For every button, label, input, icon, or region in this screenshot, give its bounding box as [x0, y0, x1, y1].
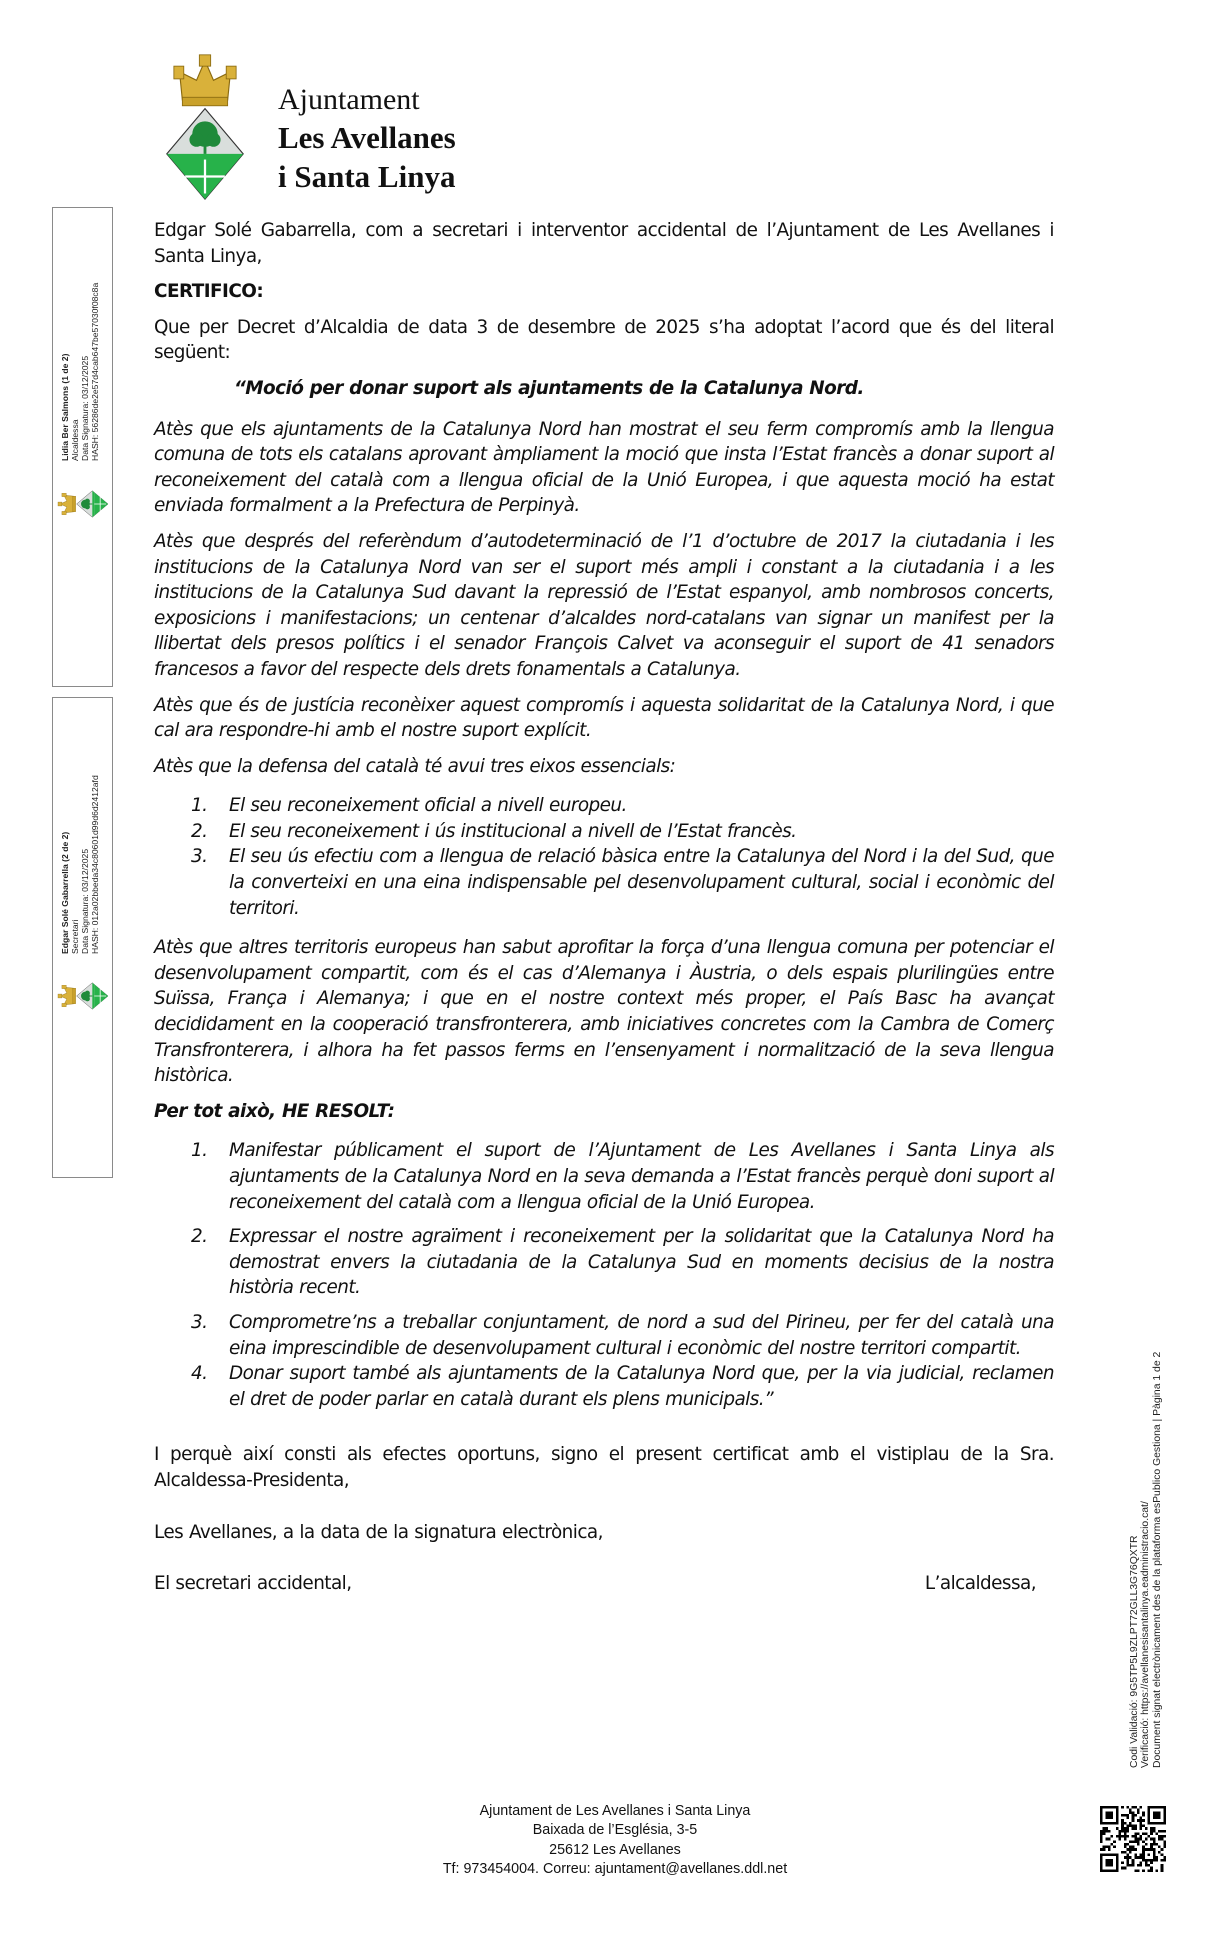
qr-module [1137, 1869, 1140, 1872]
qr-module [1118, 1838, 1121, 1841]
qr-module [1113, 1846, 1116, 1849]
qr-module [1129, 1840, 1132, 1843]
qr-module [1132, 1864, 1135, 1867]
qr-module [1150, 1869, 1153, 1872]
qr-module [1121, 1830, 1124, 1833]
intro-paragraph: Edgar Solé Gabarrella, com a secretari i interventor accidental de l’Ajuntament de Les Avellanes i Santa Linya, [154, 220, 1054, 267]
qr-module [1145, 1861, 1148, 1864]
qr-module [1140, 1819, 1143, 1822]
qr-module [1161, 1838, 1164, 1841]
footer-address: Baixada de l’Església, 3-5 [532, 1822, 698, 1839]
qr-module [1121, 1806, 1124, 1809]
qr-module [1105, 1859, 1113, 1867]
qr-module [1132, 1819, 1135, 1822]
qr-module [1100, 1835, 1103, 1838]
qr-module [1124, 1843, 1127, 1846]
footer-postal: 25612 Les Avellanes [549, 1841, 681, 1858]
qr-module [1108, 1838, 1111, 1841]
list-number: 1. [191, 795, 208, 817]
qr-module [1145, 1864, 1148, 1867]
qr-module [1124, 1851, 1127, 1854]
qr-module [1121, 1861, 1124, 1864]
qr-module [1100, 1838, 1103, 1841]
qr-module [1105, 1811, 1113, 1819]
qr-module [1134, 1824, 1137, 1827]
qr-module [1140, 1827, 1143, 1830]
qr-module [1124, 1835, 1127, 1838]
list-text: Comprometre’ns a treballar conjuntament, de nord a sud del Pirineu, per fer del català una eina imprescindible de desenvolupament cultural i econòmic del nostre territori compartit. [229, 1311, 1054, 1359]
qr-module [1158, 1846, 1161, 1849]
qr-module [1153, 1827, 1156, 1830]
qr-module [1129, 1851, 1132, 1854]
qr-module [1132, 1806, 1135, 1809]
qr-module [1142, 1840, 1145, 1843]
qr-module [1150, 1861, 1153, 1864]
list-text: Manifestar públicament el suport de l’Ajuntament de Les Avellanes i Santa Linya als ajuntaments de la Catalunya Nord en la seva demanda a l’Estat francès perquè doni suport al reconeixement del català com a llengua oficial de la Unió Europea. [229, 1140, 1054, 1213]
qr-module [1137, 1856, 1140, 1859]
qr-module [1137, 1840, 1140, 1843]
qr-module [1134, 1838, 1137, 1841]
qr-module [1148, 1835, 1151, 1838]
signer-left-label: El secretari accidental, [154, 1573, 352, 1595]
footer-contact: Tf: 973454004. Correu: ajuntament@avellanes.ddl.net [442, 1860, 788, 1877]
list-number: 3. [191, 846, 208, 868]
qr-module [1132, 1811, 1135, 1814]
qr-module [1161, 1864, 1164, 1867]
qr-module [1161, 1854, 1164, 1857]
qr-module [1145, 1843, 1148, 1846]
qr-module [1161, 1869, 1164, 1872]
list-text: Donar suport també als ajuntaments de la Catalunya Nord que, per la via judicial, reclamen el dret de poder parlar en català durant els plens municipals.” [229, 1363, 1054, 1410]
qr-module [1100, 1840, 1103, 1843]
qr-module [1150, 1827, 1153, 1830]
qr-module [1124, 1832, 1127, 1835]
signer-name: Edgar Solé Gabarrella (2 de 2) [60, 831, 70, 954]
signature-stamp-mayor [52, 207, 113, 687]
footer-org: Ajuntament de Les Avellanes i Santa Linya [479, 1803, 751, 1819]
qr-module [1161, 1848, 1164, 1851]
qr-module [1108, 1848, 1111, 1851]
qr-module [1148, 1864, 1151, 1867]
qr-module [1140, 1824, 1143, 1827]
qr-module [1129, 1809, 1132, 1812]
qr-module [1121, 1824, 1124, 1827]
qr-module [1132, 1840, 1135, 1843]
qr-module [1113, 1840, 1116, 1843]
qr-module [1140, 1817, 1143, 1820]
signature-date: Data Signatura: 03/12/2025 [80, 848, 90, 954]
list-text: El seu reconeixement i ús institucional a nivell de l’Estat francès. [229, 820, 797, 842]
qr-module [1118, 1832, 1121, 1835]
verification-url[interactable]: Verificació: https://avellanesisantalinya.eadministracio.cat/ [1140, 1501, 1152, 1768]
qr-module [1145, 1838, 1148, 1841]
qr-module [1140, 1856, 1143, 1859]
qr-module [1105, 1830, 1108, 1833]
qr-module [1111, 1843, 1114, 1846]
qr-module [1140, 1806, 1143, 1809]
qr-module [1137, 1843, 1140, 1846]
qr-module [1126, 1864, 1129, 1867]
qr-module [1126, 1806, 1129, 1809]
list-item [154, 793, 1054, 819]
qr-module [1142, 1832, 1145, 1835]
qr-module [1124, 1827, 1127, 1830]
list-text: Expressar el nostre agraïment i reconeixement per la solidaritat que la Catalunya Nord ha demostrat envers la ciutadania de la Catalunya Sud en moments decisius de la nostra història recent. [229, 1226, 1054, 1299]
qr-module [1103, 1848, 1106, 1851]
qr-module [1150, 1832, 1153, 1835]
qr-module [1132, 1835, 1135, 1838]
qr-module [1161, 1867, 1164, 1870]
qr-module [1161, 1835, 1164, 1838]
qr-module [1129, 1846, 1132, 1849]
qr-module [1163, 1830, 1166, 1833]
qr-module [1129, 1811, 1132, 1814]
qr-module [1158, 1851, 1161, 1854]
qr-module [1124, 1838, 1127, 1841]
qr-module [1150, 1830, 1153, 1833]
qr-module [1103, 1832, 1106, 1835]
qr-module [1153, 1843, 1156, 1846]
qr-module [1134, 1840, 1137, 1843]
list-number: 2. [191, 1226, 208, 1248]
qr-module [1116, 1827, 1119, 1830]
signature-stamp-secretary [52, 697, 113, 1178]
signature-hash: HASH: 56286de2e57d4cab647be57030f08c8a [90, 282, 100, 461]
qr-module [1140, 1861, 1143, 1864]
qr-module [1126, 1827, 1129, 1830]
list-item [154, 819, 1054, 845]
qr-module [1155, 1832, 1158, 1835]
qr-module [1134, 1814, 1137, 1817]
qr-module [1132, 1859, 1135, 1862]
qr-module [1126, 1856, 1129, 1859]
qr-module [1163, 1840, 1166, 1843]
qr-module [1124, 1814, 1127, 1817]
whereas-paragraph: Atès que els ajuntaments de la Catalunya Nord han mostrat el seu ferm compromís amb la llengua comuna de tots els catalans aprovant àmpliament la moció que insta l’Estat francès a donar suport al reconeixement del català com a llengua oficial de la Unió Europea, i que aquesta moció ha estat enviada formalment a la Prefectura de Perpinyà. [154, 418, 1054, 517]
qr-module [1132, 1817, 1135, 1820]
signer-name: Lidia Ber Salmons (1 de 2) [60, 353, 70, 461]
qr-module [1126, 1817, 1129, 1820]
resolved-heading: Per tot això, HE RESOLT: [154, 1100, 395, 1122]
qr-module [1126, 1854, 1129, 1857]
qr-module [1124, 1830, 1127, 1833]
qr-module [1161, 1830, 1164, 1833]
qr-module [1134, 1869, 1137, 1872]
qr-module [1134, 1848, 1137, 1851]
qr-module [1150, 1843, 1153, 1846]
org-name-line3: i Santa Linya [278, 159, 456, 194]
signed-note: Document signat electrònicament des de la plataforma esPublico Gestiona | Pàgina 1 de 2 [1151, 1351, 1163, 1768]
qr-module [1126, 1814, 1129, 1817]
validation-info [1129, 1352, 1163, 1768]
validation-code: Codi Validació: 9G5TP5L9ZLPT72GLL3G76QXTR [1129, 1535, 1140, 1768]
qr-module [1126, 1830, 1129, 1833]
qr-module [1150, 1846, 1153, 1849]
qr-module [1153, 1840, 1156, 1843]
qr-module [1145, 1832, 1148, 1835]
qr-module [1116, 1835, 1119, 1838]
qr-module [1158, 1830, 1161, 1833]
certifico-heading: CERTIFICO: [154, 281, 264, 303]
qr-module [1142, 1824, 1145, 1827]
qr-module [1121, 1835, 1124, 1838]
whereas-paragraph: Atès que la defensa del català té avui tres eixos essencials: [154, 755, 676, 777]
qr-module [1140, 1835, 1143, 1838]
qr-module [1158, 1835, 1161, 1838]
signer-role: Alcaldessa [70, 419, 80, 461]
whereas-paragraph: Atès que altres territoris europeus han sabut aprofitar la força d’una llengua comuna per potenciar el desenvolupament compartit, com és el cas d’Alemanya i Àustria, o dels espais plurilingües entre Suïssa, França i Alemanya; i que en el nostre context més proper, el País Basc ha avançat decididament en la cooperació transfronterera, amb iniciatives concretes com la Cambra de Comerç Transfronterera, i alhora ha fet passos ferms en l’ensenyament i normalització de la seva llengua històrica. [154, 937, 1054, 1087]
qr-module [1124, 1856, 1127, 1859]
list-item [154, 1310, 1054, 1361]
qr-module [1134, 1854, 1137, 1857]
qr-module [1137, 1832, 1140, 1835]
list-item [154, 844, 1054, 921]
qr-module [1158, 1838, 1161, 1841]
qr-module [1155, 1869, 1158, 1872]
qr-module [1100, 1832, 1103, 1835]
qr-module [1155, 1859, 1158, 1862]
list-text: El seu reconeixement oficial a nivell europeu. [229, 795, 627, 817]
qr-module [1137, 1838, 1140, 1841]
qr-module [1129, 1822, 1132, 1825]
org-name-line2: Les Avellanes [278, 120, 456, 155]
qr-module [1105, 1838, 1108, 1841]
qr-module [1100, 1830, 1103, 1833]
qr-module [1150, 1838, 1153, 1841]
qr-module [1140, 1854, 1143, 1857]
list-item [154, 1224, 1054, 1301]
qr-module [1140, 1838, 1143, 1841]
qr-module [1137, 1864, 1140, 1867]
qr-module [1124, 1846, 1127, 1849]
qr-module [1163, 1846, 1166, 1849]
qr-module [1161, 1859, 1164, 1862]
qr-module [1126, 1859, 1129, 1862]
signature-lines [154, 1571, 1054, 1597]
qr-module [1103, 1830, 1106, 1833]
qr-module [1105, 1827, 1108, 1830]
axes-list [154, 793, 1054, 921]
whereas-paragraph: Atès que després del referèndum d’autodeterminació de l’1 d’octubre de 2017 la ciutadania i les institucions de la Catalunya Nord van ser el suport més ampli i constant a la ciutadania i a les institucions de la Catalunya Sud davant la repressió de l’Estat espanyol, amb nombrosos concerts, exposicions i manifestacions; un centenar d’alcaldes nord-catalans van signar un manifest per la llibertat dels presos polítics i el senador François Calvet va aconseguir el suport de 41 senadors francesos a favor del respecte dels drets fonamentals a Catalunya. [154, 530, 1054, 680]
qr-module [1137, 1809, 1140, 1812]
certificate-body [154, 218, 1054, 1597]
qr-module [1132, 1824, 1135, 1827]
list-number: 2. [191, 820, 208, 842]
decree-paragraph: Que per Decret d’Alcaldia de data 3 de desembre de 2025 s’ha adoptat l’acord que és del literal següent: [154, 316, 1054, 364]
signer-role: Secretari [70, 919, 80, 954]
qr-module [1121, 1814, 1124, 1817]
signature-hash: HASH: 012a02bbeda34c80601d99d6d2412afd [90, 775, 100, 954]
qr-module [1126, 1835, 1129, 1838]
qr-module [1126, 1848, 1129, 1851]
qr-module [1132, 1827, 1135, 1830]
qr-module [1126, 1824, 1129, 1827]
qr-module [1134, 1856, 1137, 1859]
whereas-paragraph: Atès que és de justícia reconèixer aquest compromís i aquesta solidaritat de la Catalunya Nord, i que cal ara respondre-hi amb el nostre suport explícit. [154, 694, 1054, 742]
list-number: 3. [191, 1311, 208, 1333]
qr-module [1163, 1859, 1166, 1862]
qr-module [1155, 1843, 1158, 1846]
qr-module [1134, 1835, 1137, 1838]
qr-module [1111, 1835, 1114, 1838]
municipal-coat-of-arms-icon [150, 52, 260, 202]
qr-module [1100, 1848, 1103, 1851]
qr-module [1121, 1827, 1124, 1830]
qr-module [1132, 1848, 1135, 1851]
qr-module [1153, 1811, 1161, 1819]
qr-module [1132, 1814, 1135, 1817]
list-text: El seu ús efectiu com a llengua de relació bàsica entre la Catalunya del Nord i la del Sud, que la converteixi en una eina indispensable pel desenvolupament cultural, social i econòmic del territori. [229, 846, 1054, 919]
qr-module [1148, 1854, 1151, 1857]
qr-module [1153, 1838, 1156, 1841]
qr-module [1142, 1814, 1145, 1817]
qr-module [1142, 1811, 1145, 1814]
qr-module [1148, 1869, 1151, 1872]
list-item [154, 1361, 1054, 1412]
qr-module [1118, 1835, 1121, 1838]
qr-module [1163, 1835, 1166, 1838]
signature-date: Data Signatura: 03/12/2025 [80, 355, 90, 461]
qr-module [1129, 1864, 1132, 1867]
qr-module [1140, 1822, 1143, 1825]
list-number: 4. [191, 1363, 208, 1385]
qr-module [1153, 1830, 1156, 1833]
qr-module [1121, 1867, 1124, 1870]
qr-module [1105, 1846, 1108, 1849]
qr-module [1126, 1861, 1129, 1864]
qr-module [1155, 1856, 1158, 1859]
qr-module [1134, 1806, 1137, 1809]
signature-emblem-icon [65, 478, 101, 530]
list-item [154, 1138, 1054, 1215]
qr-module [1103, 1827, 1106, 1830]
page-footer [350, 1802, 880, 1879]
qr-module [1163, 1843, 1166, 1846]
qr-module [1142, 1846, 1145, 1849]
qr-module [1129, 1848, 1132, 1851]
qr-module [1121, 1822, 1124, 1825]
qr-module [1137, 1819, 1140, 1822]
qr-module [1140, 1864, 1143, 1867]
qr-module [1132, 1861, 1135, 1864]
qr-module [1142, 1869, 1145, 1872]
organization-name [278, 82, 456, 196]
org-name-line1: Ajuntament [278, 83, 420, 116]
qr-module [1124, 1867, 1127, 1870]
qr-module [1145, 1827, 1148, 1830]
qr-module [1134, 1827, 1137, 1830]
qr-module [1103, 1846, 1106, 1849]
qr-module [1121, 1851, 1124, 1854]
closing-paragraph: I perquè així consti als efectes oportuns, signo el present certificat amb el vistiplau de la Sra. Alcaldessa-Presidenta, [154, 1444, 1054, 1491]
qr-module [1124, 1822, 1127, 1825]
place-date: Les Avellanes, a la data de la signatura electrònica, [154, 1521, 603, 1543]
signer-right-label: L’alcaldessa, [924, 1573, 1036, 1595]
signature-details [60, 775, 100, 954]
resolutions-list [154, 1138, 1054, 1412]
qr-module [1134, 1832, 1137, 1835]
qr-module [1118, 1830, 1121, 1833]
list-number: 1. [191, 1140, 208, 1162]
qr-module [1108, 1846, 1111, 1849]
qr-module [1108, 1830, 1111, 1833]
signature-emblem-icon [65, 970, 101, 1022]
qr-code-icon [1100, 1806, 1166, 1872]
signature-details [60, 283, 100, 461]
qr-module [1142, 1819, 1145, 1822]
qr-module [1137, 1811, 1140, 1814]
qr-module [1163, 1856, 1166, 1859]
qr-module [1129, 1856, 1132, 1859]
qr-module [1150, 1867, 1153, 1870]
qr-module [1129, 1824, 1132, 1827]
qr-module [1126, 1843, 1129, 1846]
qr-module [1132, 1846, 1135, 1849]
qr-module [1121, 1819, 1124, 1822]
motion-title: “Moció per donar suport als ajuntaments de la Catalunya Nord. [234, 377, 864, 399]
